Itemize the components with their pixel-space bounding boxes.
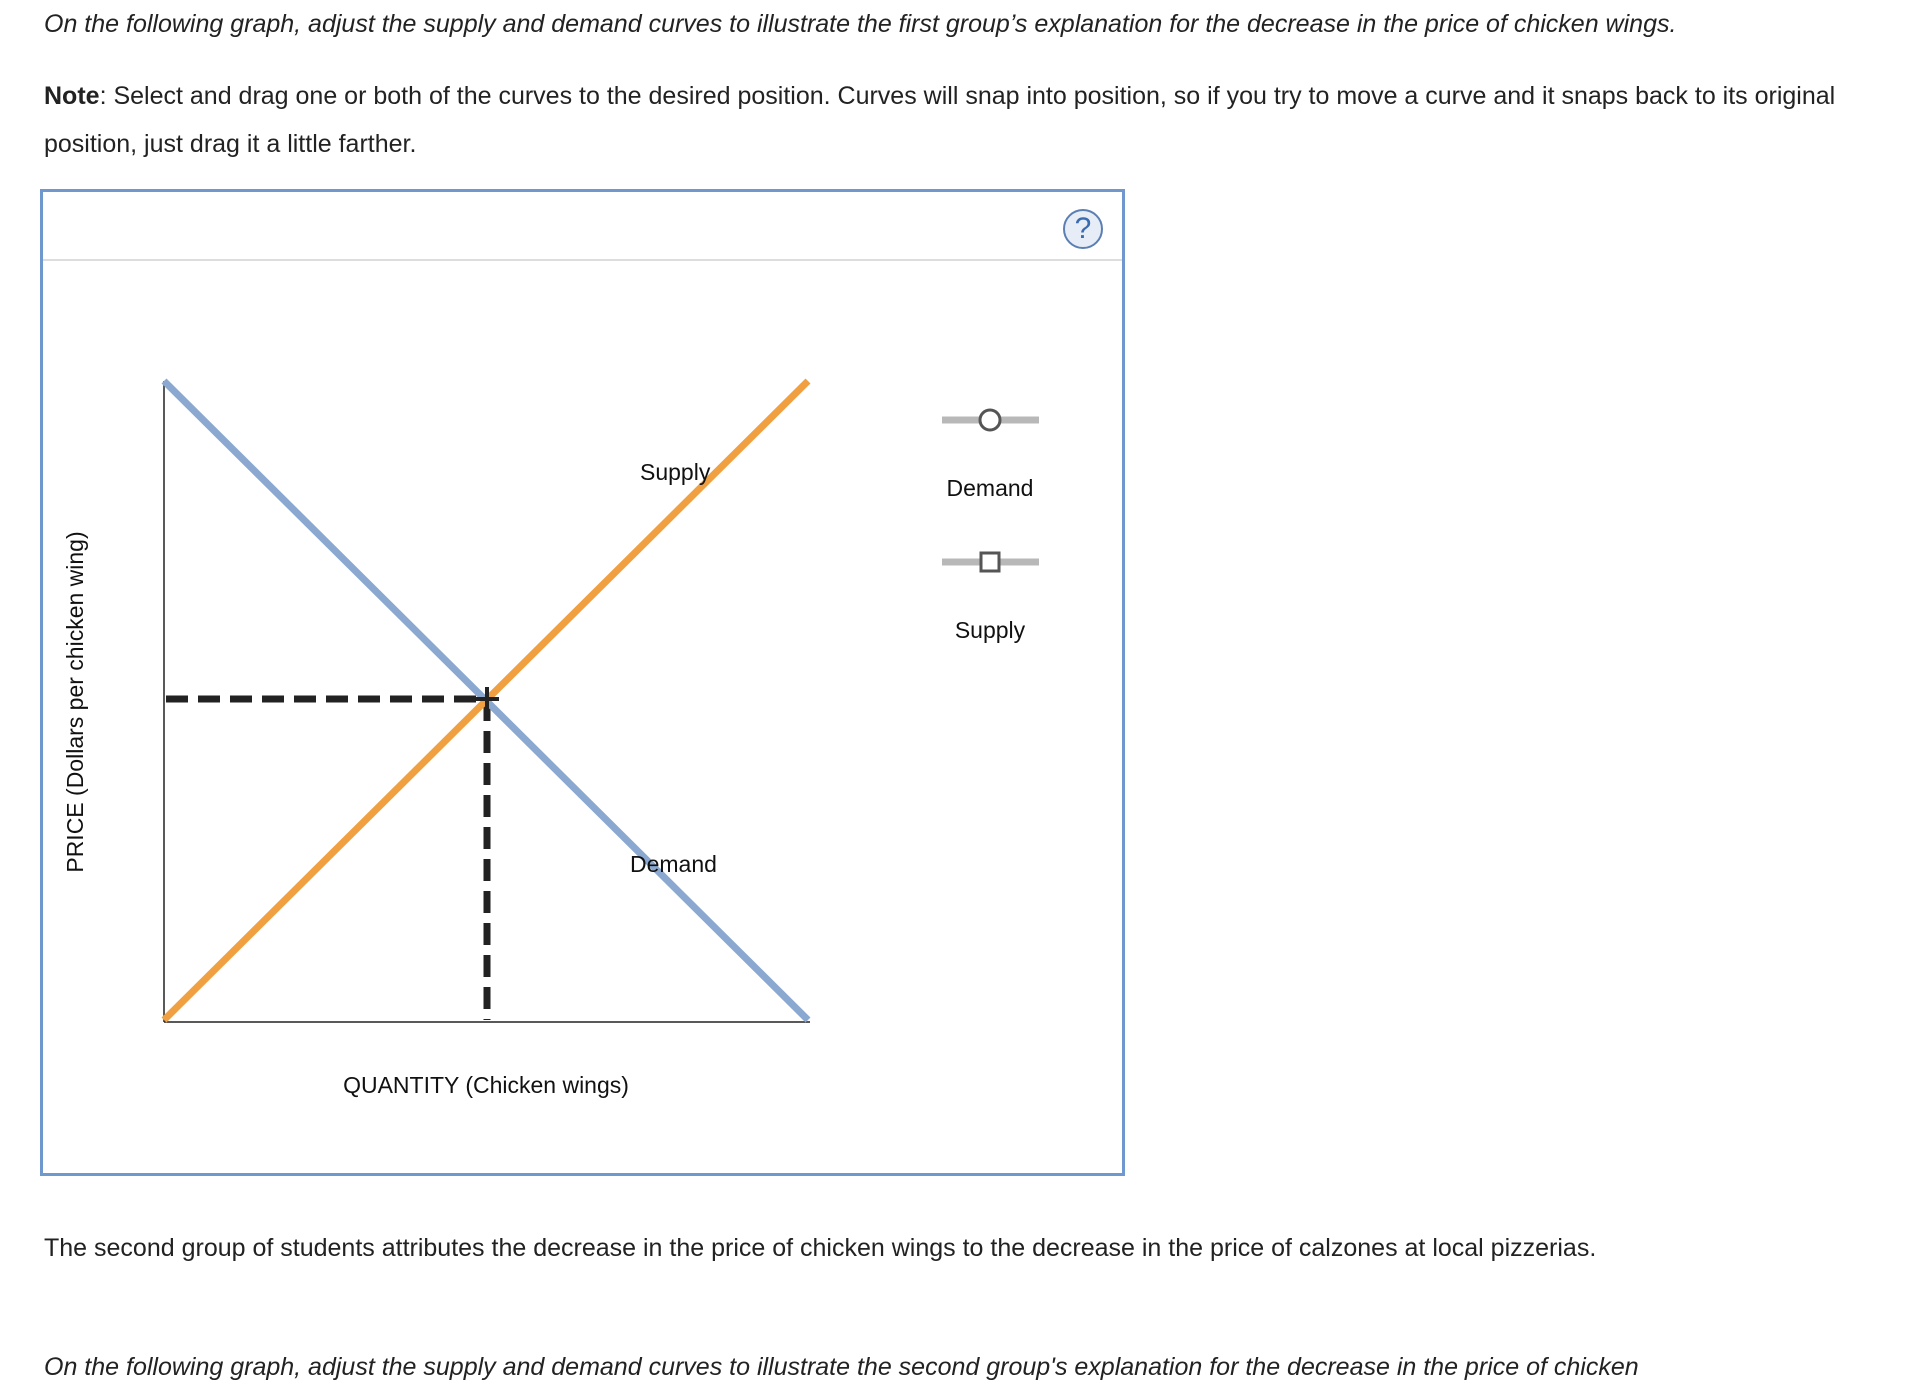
instruction-first-graph: On the following graph, adjust the supply and demand curves to illustrate the first group’s explanation for the decrease in the price of chicken wings. — [44, 10, 1677, 38]
note-body: : Select and drag one or both of the curves to the desired position. Curves will snap into position, so if you try to move a curve and it snaps back to its original position, just drag it a little farther. — [44, 82, 1836, 158]
legend-supply-label: Supply — [954, 617, 1026, 643]
help-button[interactable]: ? — [1063, 209, 1103, 249]
legend-demand-marker[interactable] — [980, 410, 1000, 430]
graph-widget — [40, 189, 1125, 1176]
legend-demand-label: Demand — [946, 475, 1034, 501]
supply-curve-label: Supply — [640, 459, 711, 485]
note-text — [44, 72, 1894, 168]
legend-demand-tool[interactable] — [942, 410, 1039, 501]
y-axis-label: PRICE (Dollars per chicken wing) — [62, 531, 88, 873]
second-group-explanation: The second group of students attributes the decrease in the price of chicken wings to the decrease in the price of calzones at local pizzerias. — [44, 1234, 1597, 1262]
x-axis-label: QUANTITY (Chicken wings) — [343, 1072, 629, 1098]
legend-supply-marker[interactable] — [981, 553, 999, 571]
instruction-second-graph: On the following graph, adjust the supply and demand curves to illustrate the second group's explanation for the decrease in the price of chicken — [44, 1353, 1639, 1381]
demand-curve-label: Demand — [630, 851, 717, 877]
note-label: Note — [44, 82, 100, 110]
supply-demand-graph — [43, 192, 1122, 1173]
legend-supply-tool[interactable] — [942, 553, 1039, 643]
